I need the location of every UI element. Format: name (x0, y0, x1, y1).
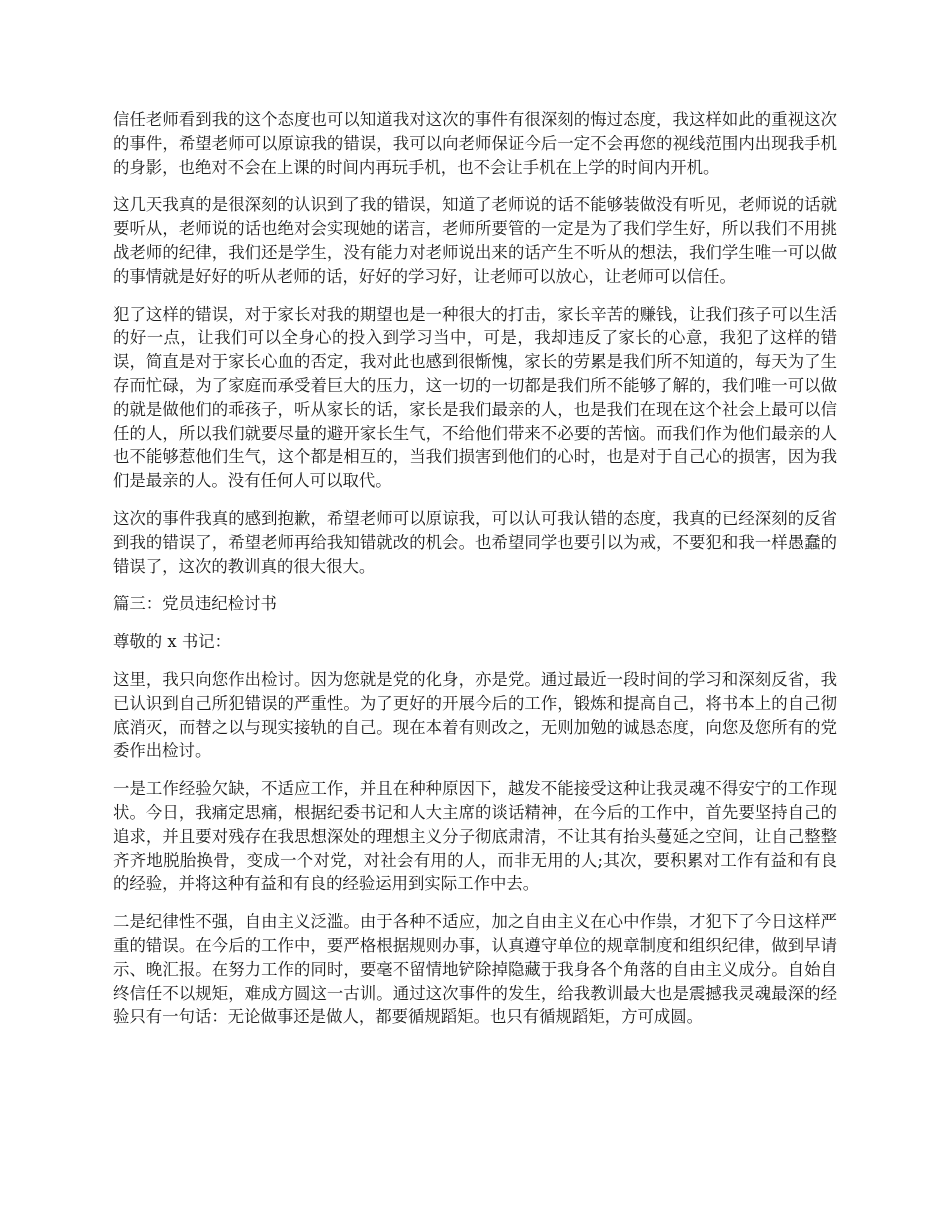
paragraph-1: 信任老师看到我的这个态度也可以知道我对这次的事件有很深刻的悔过态度，我这样如此的重视这次的事件，希望老师可以原谅我的错误，我可以向老师保证今后一定不会再您的视线范围内出现我手机的身影，也绝对不会在上课的时间内再玩手机，也不会让手机在上学的时间内开机。 (113, 110, 837, 177)
paragraph-6: 一是工作经验欠缺，不适应工作，并且在种种原因下，越发不能接受这种让我灵魂不得安宁的工作现状。今日，我痛定思痛，根据纪委书记和人大主席的谈话精神，在今后的工作中，首先要坚持自己的追求，并且要对残存在我思想深处的理想主义分子彻底肃清，不让其有抬头蔓延之空间，让自己整整齐齐地脱胎换骨，变成一个对党，对社会有用的人，而非无用的人;其次，要积累对工作有益和有良的经验，并将这种有益和有良的经验运用到实际工作中去。 (113, 779, 837, 894)
paragraph-7: 二是纪律性不强，自由主义泛滥。由于各种不适应，加之自由主义在心中作祟，才犯下了今日这样严重的错误。在今后的工作中，要严格根据规则办事，认真遵守单位的规章制度和组织纪律，做到早请示、晚汇报。在努力工作的同时，要毫不留情地铲除掉隐藏于我身各个角落的自由主义成分。自始自终信任不以规矩，难成方圆这一古训。通过这次事件的发生，给我教训最大也是震撼我灵魂最深的经验只有一句话：无论做事还是做人，都要循规蹈矩。也只有循规蹈矩，方可成圆。 (113, 912, 837, 1027)
paragraph-5: 这里，我只向您作出检讨。因为您就是党的化身，亦是党。通过最近一段时间的学习和深刻反省，我已认识到自己所犯错误的严重性。为了更好的开展今后的工作，锻炼和提高自己，将书本上的自己彻底消灭，而替之以与现实接轨的自己。现在本着有则改之，无则加勉的诚恳态度，向您及您所有的党委作出检讨。 (113, 669, 837, 761)
salutation: 尊敬的 x 书记： (113, 632, 232, 652)
paragraph-2: 这几天我真的是很深刻的认识到了我的错误，知道了老师说的话不能够装做没有听见，老师说的话就要听从，老师说的话也绝对会实现她的诺言，老师所要管的一定是为了我们学生好，所以我们不用挑战老师的纪律，我们还是学生，没有能力对老师说出来的话产生不听从的想法，我们学生唯一可以做的事情就是好好的听从老师的话，好好的学习好，让老师可以放心，让老师可以信任。 (113, 195, 837, 286)
section-heading: 篇三：党员违纪检讨书 (113, 594, 277, 614)
document-body (113, 108, 837, 1043)
paragraph-4: 这次的事件我真的感到抱歉，希望老师可以原谅我，可以认可我认错的态度，我真的已经深刻的反省到我的错误了，希望老师再给我知错就改的机会。也希望同学也要引以为戒，不要犯和我一样愚蠢的错误了，这次的教训真的很大很大。 (113, 508, 837, 576)
paragraph-3: 犯了这样的错误，对于家长对我的期望也是一种很大的打击，家长辛苦的赚钱，让我们孩子可以生活的好一点，让我们可以全身心的投入到学习当中，可是，我却违反了家长的心意，我犯了这样的错误，简直是对于家长心血的否定，我对此也感到很惭愧，家长的劳累是我们所不知道的，每天为了生存而忙碌，为了家庭而承受着巨大的压力，这一切的一切都是我们所不能够了解的，我们唯一可以做的就是做他们的乖孩子，听从家长的话，家长是我们最亲的人，也是我们在现在这个社会上最可以信任的人，所以我们就要尽量的避开家长生气，不给他们带来不必要的苦恼。而我们作为他们最亲的人也不能够惹他们生气，这个都是相互的，当我们损害到他们的心时，也是对于自己心的损害，因为我们是最亲的人。没有任何人可以取代。 (113, 304, 837, 491)
